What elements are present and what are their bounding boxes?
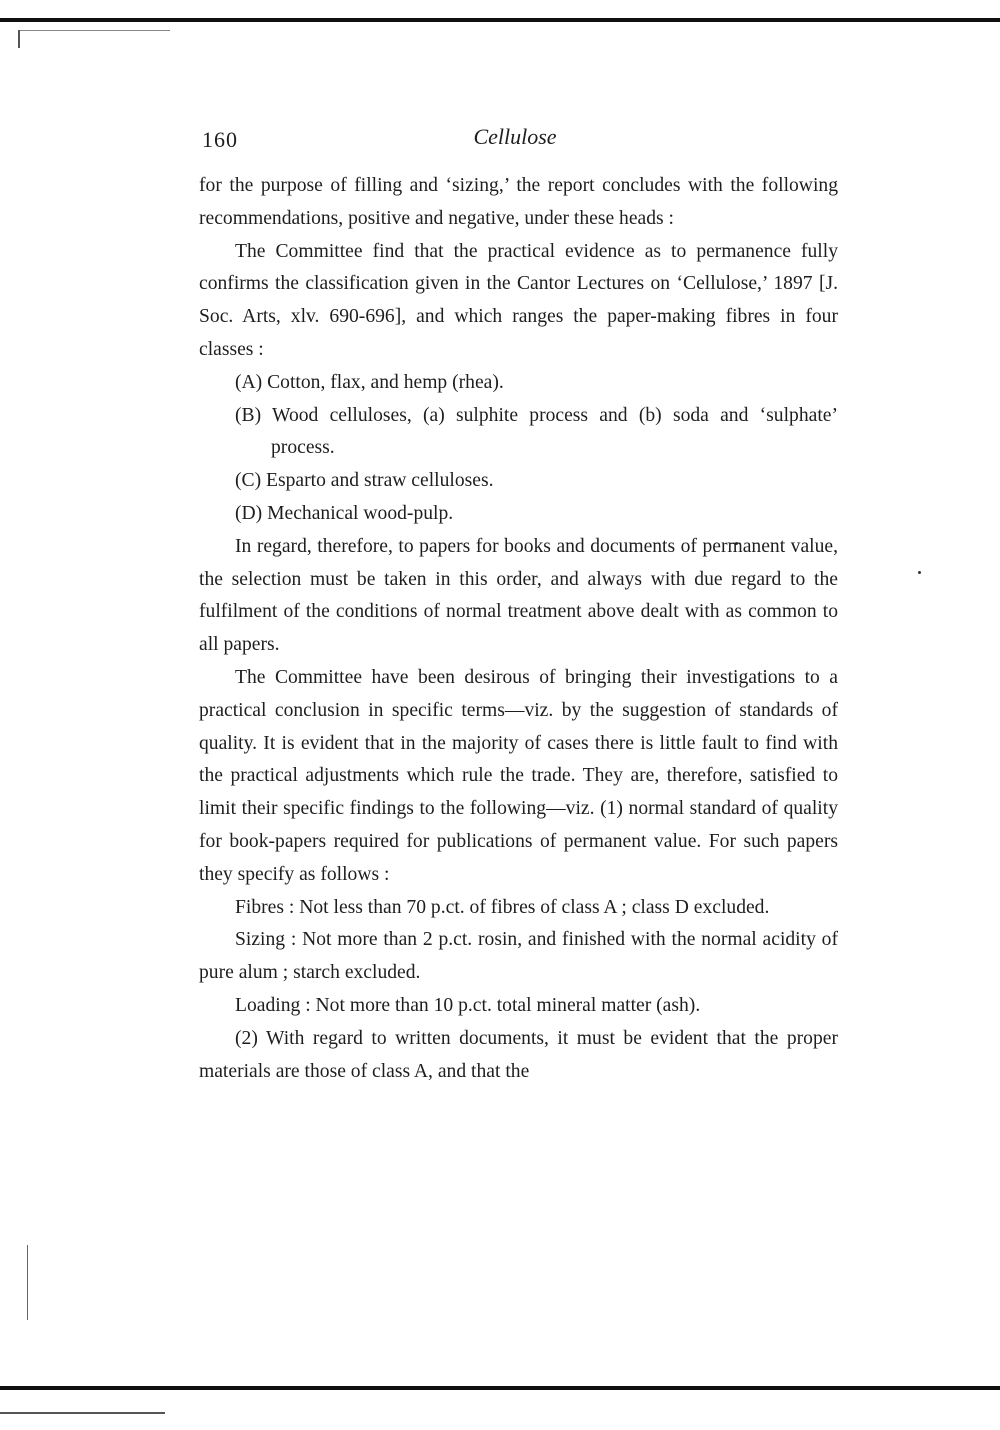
scan-corner-mark (18, 30, 20, 48)
class-marker: (B) (235, 404, 262, 426)
class-marker: (D) (235, 502, 263, 524)
class-text: Mechanical wood-pulp. (267, 502, 454, 524)
class-marker: (C) (235, 470, 262, 492)
spec-sizing: Sizing : Not more than 2 p.ct. rosin, and finished with the normal acidity of pure alum ; starch excluded. (199, 929, 838, 984)
class-item-a (199, 367, 838, 400)
class-item-b (199, 400, 838, 466)
scan-border-bottom (0, 1386, 1000, 1390)
paragraph-intro: for the purpose of filling and ‘sizing,’ the report concludes with the following recommendations, positive and negative, under these heads : (199, 175, 838, 229)
scan-border-top (0, 18, 1000, 22)
class-text: Wood celluloses, (a) sulphite process and (b) soda and ‘sulphate’ process. (271, 404, 839, 459)
class-text: Esparto and straw celluloses. (266, 470, 494, 492)
spec-fibres: Fibres : Not less than 70 p.ct. of fibres of class A ; class D excluded. (235, 896, 770, 918)
paragraph-standards: The Committee have been desirous of bringing their investigations to a practical conclusion in specific terms—viz. by the suggestion of standards of quality. It is evident that in the majority of cases there is little fault to find with the practical adjustments which rule the trade. They are, therefore, satisfied to limit their specific findings to the following—viz. (1) normal standard of quality for book-papers required for publications of permanent value. For such papers they specify as follows : (199, 666, 838, 885)
class-item-c (199, 465, 838, 498)
spec-loading: Loading : Not more than 10 p.ct. total mineral matter (ash). (235, 994, 701, 1016)
class-marker: (A) (235, 371, 263, 393)
scan-border-bottom-thin (0, 1412, 165, 1414)
class-item-d (199, 498, 838, 531)
paragraph-order: In regard, therefore, to papers for books and documents of permanent value, the selection must be taken in this order, and always with due regard to the fulfilment of the conditions of normal treatment above dealt with as common to all papers. (199, 535, 838, 656)
paragraph-written-documents: (2) With regard to written documents, it must be evident that the proper materials are those of class A, and that the (199, 1027, 838, 1082)
page-number: 160 (202, 127, 238, 152)
scan-margin-mark (27, 1245, 28, 1320)
running-title: Cellulose (473, 124, 557, 149)
paragraph-classification: The Committee find that the practical evidence as to permanence fully confirms the classification given in the Cantor Lectures on ‘Cellulose,’ 1897 [J. Soc. Arts, xlv. 690-696], and which ranges the paper-making fibres in four classes : (199, 240, 838, 360)
class-text: Cotton, flax, and hemp (rhea). (267, 371, 504, 393)
page-body (199, 170, 838, 1088)
scan-border-top-thin (20, 30, 170, 31)
speck (918, 571, 921, 574)
